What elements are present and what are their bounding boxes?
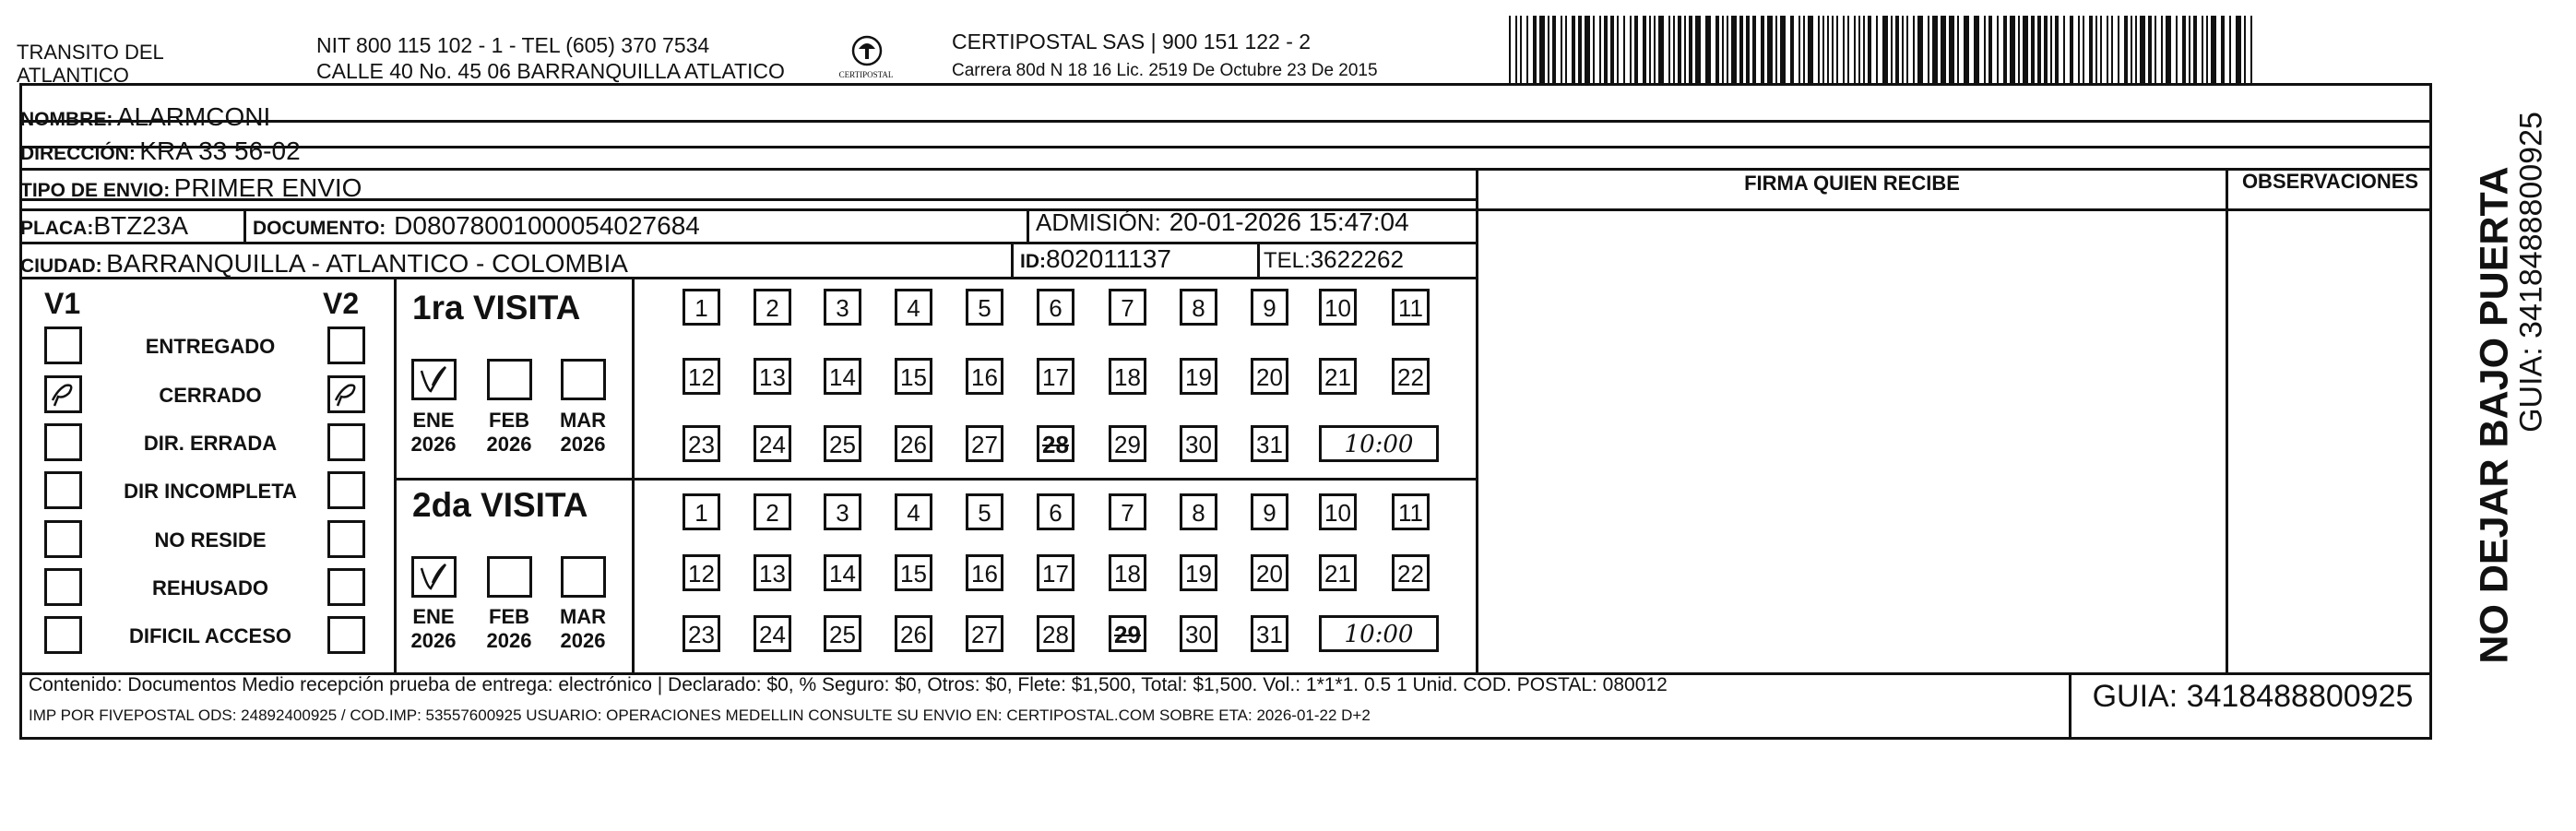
day-checkbox[interactable]: 23	[683, 615, 720, 652]
day-checkbox[interactable]: 18	[1109, 358, 1146, 395]
logo-caption: CERTIPOSTAL	[838, 70, 894, 79]
month-label: FEB 2026	[486, 605, 532, 652]
visit-time-box[interactable]: 10:00	[1319, 615, 1439, 652]
day-checkbox[interactable]: 13	[754, 358, 791, 395]
v1-checkbox[interactable]	[44, 471, 82, 509]
month-label: ENE 2026	[410, 409, 457, 456]
tel-value: 3622262	[1310, 245, 1404, 273]
handwritten-check-icon	[47, 378, 79, 410]
day-checkbox[interactable]: 15	[895, 358, 932, 395]
ciudad-field: CIUDAD: BARRANQUILLA - ATLANTICO - COLOMBIA	[20, 249, 628, 278]
day-checkbox[interactable]: 11	[1392, 493, 1430, 530]
month-label: ENE 2026	[410, 605, 457, 652]
day-checkbox[interactable]: 1	[683, 493, 720, 530]
status-label: DIFICIL ACCESO	[128, 624, 291, 647]
v1-checkbox[interactable]	[44, 616, 82, 654]
v2-checkbox[interactable]	[327, 423, 365, 461]
v1-checkbox[interactable]	[44, 326, 82, 364]
v1-header: V1	[44, 287, 81, 320]
day-checkbox[interactable]: 18	[1109, 554, 1146, 591]
day-checkbox[interactable]: 12	[683, 554, 720, 591]
day-checkbox[interactable]: 22	[1392, 554, 1430, 591]
day-checkbox[interactable]: 2	[754, 493, 791, 530]
day-checkbox[interactable]: 4	[895, 493, 932, 530]
day-checkbox[interactable]: 25	[824, 615, 861, 652]
day-checkbox[interactable]: 7	[1109, 493, 1146, 530]
month-label: FEB 2026	[486, 409, 532, 456]
handwritten-check-icon	[414, 362, 454, 398]
day-checkbox[interactable]: 7	[1109, 289, 1146, 326]
day-checkbox[interactable]: 15	[895, 554, 932, 591]
handwritten-check-icon	[414, 559, 454, 595]
day-checkbox[interactable]: 28	[1037, 425, 1074, 462]
day-checkbox[interactable]: 16	[966, 554, 1003, 591]
day-checkbox[interactable]: 31	[1251, 425, 1288, 462]
month-label: MAR 2026	[559, 605, 607, 652]
tipo-envio-field: TIPO DE ENVIO: PRIMER ENVIO	[20, 173, 362, 202]
day-checkbox[interactable]: 10	[1319, 493, 1357, 530]
day-checkbox[interactable]: 19	[1180, 358, 1217, 395]
guia-footer: GUIA: 3418488800925	[2092, 679, 2414, 714]
ciudad-value: BARRANQUILLA - ATLANTICO - COLOMBIA	[106, 249, 628, 278]
day-checkbox[interactable]: 26	[895, 615, 932, 652]
day-checkbox[interactable]: 21	[1319, 554, 1357, 591]
day-checkbox[interactable]: 13	[754, 554, 791, 591]
status-label: CERRADO	[159, 384, 262, 407]
admision-value: 20-01-2026 15:47:04	[1169, 208, 1409, 236]
month-checkbox[interactable]	[487, 556, 532, 598]
imp-line: IMP POR FIVEPOSTAL ODS: 24892400925 / COD.IMP: 53557600925 USUARIO: OPERACIONES MEDELLIN CONSULTE SU ENVIO EN: CERTIPOSTAL.COM SOBRE ETA: 2026-01-22 D+2	[29, 706, 1371, 724]
documento-field: DOCUMENTO: D08078001000054027684	[253, 211, 700, 240]
day-checkbox[interactable]: 4	[895, 289, 932, 326]
day-checkbox[interactable]: 17	[1037, 358, 1074, 395]
month-checkbox[interactable]	[561, 359, 606, 400]
placa-field: PLACA:BTZ23A	[20, 211, 189, 240]
day-checkbox[interactable]: 14	[824, 554, 861, 591]
admision-field: ADMISIÓN: 20-01-2026 15:47:04	[1036, 208, 1409, 236]
status-label: ENTREGADO	[145, 335, 276, 358]
day-checkbox[interactable]: 20	[1251, 554, 1288, 591]
id-field: ID:802011137	[1020, 244, 1171, 273]
v1-checkbox[interactable]	[44, 375, 82, 413]
day-checkbox[interactable]: 14	[824, 358, 861, 395]
company-line: CERTIPOSTAL SAS | 900 151 122 - 2	[952, 30, 1312, 53]
status-label: REHUSADO	[152, 576, 268, 600]
observaciones-header: OBSERVACIONES	[2241, 170, 2419, 193]
nombre-value: ALARMCONI	[116, 102, 271, 131]
day-checkbox[interactable]: 2	[754, 289, 791, 326]
first-visit-title: 1ra VISITA	[412, 289, 581, 326]
v2-checkbox[interactable]	[327, 326, 365, 364]
nit-line: NIT 800 115 102 - 1 - TEL (605) 370 7534	[316, 33, 710, 57]
day-checkbox[interactable]: 17	[1037, 554, 1074, 591]
day-checkbox[interactable]: 24	[754, 425, 791, 462]
direccion-field: DIRECCIÓN: KRA 33 56-02	[20, 137, 301, 165]
documento-value: D08078001000054027684	[394, 211, 700, 240]
handwritten-check-icon	[330, 378, 362, 410]
certipostal-logo	[850, 34, 884, 67]
direccion-value: KRA 33 56-02	[139, 137, 301, 165]
day-checkbox[interactable]: 5	[966, 289, 1003, 326]
day-checkbox[interactable]: 9	[1251, 289, 1288, 326]
day-checkbox[interactable]: 30	[1180, 425, 1217, 462]
tipo-envio-value: PRIMER ENVIO	[173, 173, 362, 202]
day-checkbox[interactable]: 9	[1251, 493, 1288, 530]
day-checkbox[interactable]: 3	[824, 493, 861, 530]
day-checkbox[interactable]: 10	[1319, 289, 1357, 326]
day-checkbox[interactable]: 5	[966, 493, 1003, 530]
day-checkbox[interactable]: 16	[966, 358, 1003, 395]
v2-checkbox[interactable]	[327, 520, 365, 558]
day-checkbox[interactable]: 3	[824, 289, 861, 326]
day-checkbox[interactable]: 1	[683, 289, 720, 326]
tel-field: TEL:3622262	[1264, 245, 1404, 273]
side-notice: NO DEJAR BAJO PUERTA	[2472, 166, 2517, 664]
day-checkbox[interactable]: 19	[1180, 554, 1217, 591]
status-label: DIR INCOMPLETA	[124, 480, 297, 503]
day-checkbox[interactable]: 23	[683, 425, 720, 462]
v1-checkbox[interactable]	[44, 423, 82, 461]
day-checkbox[interactable]: 29	[1109, 425, 1146, 462]
day-checkbox[interactable]: 29	[1109, 615, 1146, 652]
month-checkbox[interactable]	[411, 556, 457, 598]
license-line: Carrera 80d N 18 16 Lic. 2519 De Octubre 23 De 2015	[952, 61, 1378, 80]
contenido-line: Contenido: Documentos Medio recepción prueba de entrega: electrónico | Declarado: $0, % Seguro: $0, Otros: $0, Flete: $1,500, Total: $1,500. Vol.: 1*1*1. 0.5 1 Unid. COD. POSTAL: 080012	[29, 674, 1668, 695]
id-value: 802011137	[1046, 244, 1171, 273]
v2-checkbox[interactable]	[327, 471, 365, 509]
day-checkbox[interactable]: 12	[683, 358, 720, 395]
day-checkbox[interactable]: 31	[1251, 615, 1288, 652]
day-checkbox[interactable]: 27	[966, 425, 1003, 462]
month-checkbox[interactable]	[411, 359, 457, 400]
month-checkbox[interactable]	[487, 359, 532, 400]
second-visit-title: 2da VISITA	[412, 486, 588, 524]
issuer-name: TRANSITO DEL ATLANTICO	[17, 41, 164, 87]
firma-header: FIRMA QUIEN RECIBE	[1744, 172, 1960, 195]
day-checkbox[interactable]: 25	[824, 425, 861, 462]
status-label: NO RESIDE	[154, 528, 267, 552]
v2-checkbox[interactable]	[327, 568, 365, 606]
day-checkbox[interactable]: 28	[1037, 615, 1074, 652]
v1-checkbox[interactable]	[44, 520, 82, 558]
day-checkbox[interactable]: 24	[754, 615, 791, 652]
day-checkbox[interactable]: 8	[1180, 289, 1217, 326]
placa-value: BTZ23A	[93, 211, 189, 240]
day-checkbox[interactable]: 30	[1180, 615, 1217, 652]
v1-checkbox[interactable]	[44, 568, 82, 606]
nombre-field: NOMBRE: ALARMCONI	[20, 102, 271, 131]
day-checkbox[interactable]: 26	[895, 425, 932, 462]
month-label: MAR 2026	[559, 409, 607, 456]
day-checkbox[interactable]: 22	[1392, 358, 1430, 395]
status-label: DIR. ERRADA	[143, 432, 278, 455]
issuer-address: CALLE 40 No. 45 06 BARRANQUILLA ATLATICO	[316, 59, 785, 83]
day-checkbox[interactable]: 6	[1037, 289, 1074, 326]
v2-checkbox[interactable]	[327, 616, 365, 654]
day-checkbox[interactable]: 20	[1251, 358, 1288, 395]
day-checkbox[interactable]: 6	[1037, 493, 1074, 530]
v2-header: V2	[323, 287, 360, 320]
visit-time-box[interactable]: 10:00	[1319, 425, 1439, 462]
day-checkbox[interactable]: 21	[1319, 358, 1357, 395]
day-checkbox[interactable]: 11	[1392, 289, 1430, 326]
month-checkbox[interactable]	[561, 556, 606, 598]
day-checkbox[interactable]: 27	[966, 615, 1003, 652]
barcode	[1509, 16, 2252, 84]
day-checkbox[interactable]: 8	[1180, 493, 1217, 530]
side-guia: GUIA: 3418488800925	[2513, 112, 2549, 433]
v2-checkbox[interactable]	[327, 375, 365, 413]
